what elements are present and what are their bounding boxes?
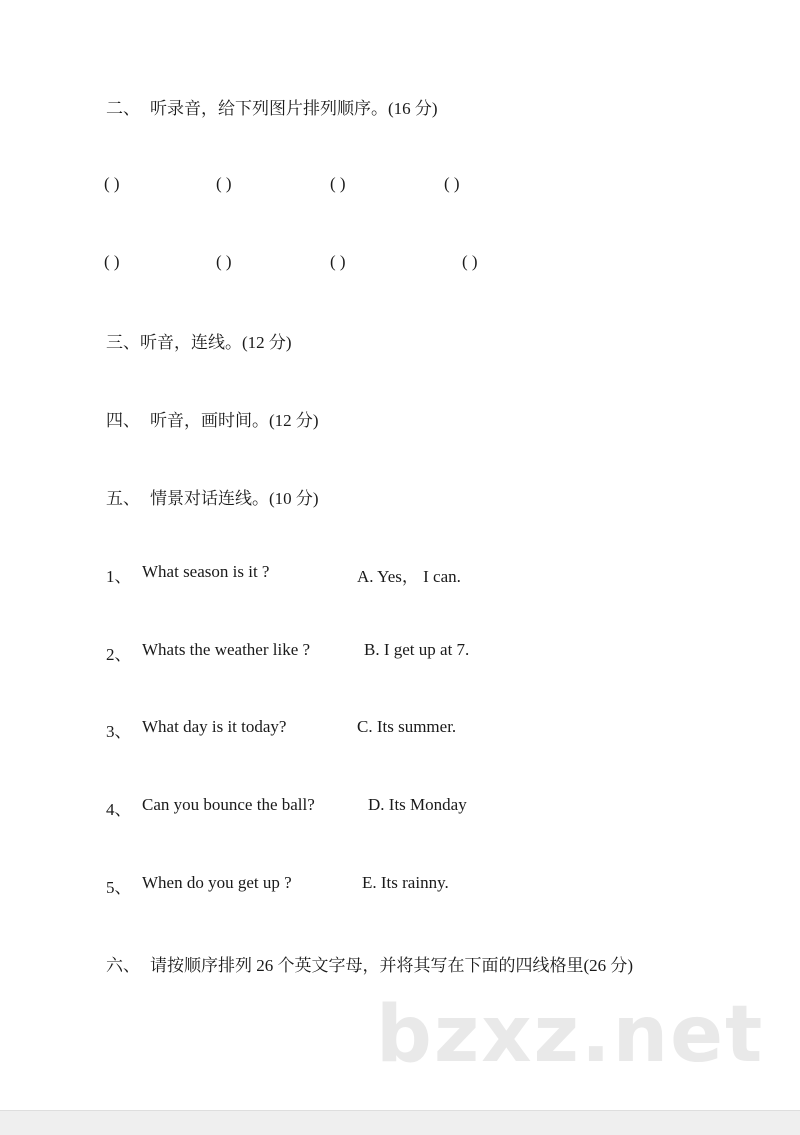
viewer-bottom-bar bbox=[0, 1110, 800, 1135]
section-6-title: 请按顺序排列 26 个英文字母，并将其写在下面的四线格里(26 分) bbox=[150, 956, 634, 975]
question-text: Can you bounce the ball? bbox=[142, 795, 315, 814]
answer-paren: ( ) bbox=[444, 174, 460, 193]
section-6-number: 六、 bbox=[106, 956, 140, 975]
answer-option: C. Its summer. bbox=[357, 717, 457, 736]
answer-paren: ( ) bbox=[330, 252, 346, 271]
answer-option: B. I get up at 7. bbox=[364, 640, 470, 659]
answer-option: D. Its Monday bbox=[368, 795, 467, 814]
section-4-title: 听音，画时间。(12 分) bbox=[150, 411, 319, 430]
section-5-title: 情景对话连线。(10 分) bbox=[150, 489, 319, 508]
question-number: 4、 bbox=[106, 800, 132, 819]
question-text: What day is it today? bbox=[142, 717, 287, 736]
answer-option: E. Its rainny. bbox=[362, 873, 449, 892]
answer-paren: ( ) bbox=[462, 252, 478, 271]
question-text: What season is it ? bbox=[142, 562, 270, 581]
section-2-number: 二、 bbox=[106, 99, 140, 118]
question-number: 3、 bbox=[106, 722, 132, 741]
section-5-number: 五、 bbox=[106, 489, 140, 508]
question-text: When do you get up ? bbox=[142, 873, 292, 892]
answer-paren: ( ) bbox=[216, 174, 232, 193]
answer-option: A. Yes， I can. bbox=[357, 567, 461, 586]
answer-paren: ( ) bbox=[104, 252, 120, 271]
question-number: 1、 bbox=[106, 567, 132, 586]
answer-paren: ( ) bbox=[216, 252, 232, 271]
watermark-logo: bzxz.net bbox=[376, 990, 765, 1080]
question-number: 2、 bbox=[106, 645, 132, 664]
section-3-title: 三、听音，连线。(12 分) bbox=[106, 333, 292, 352]
question-number: 5、 bbox=[106, 878, 132, 897]
answer-paren: ( ) bbox=[330, 174, 346, 193]
section-2-title: 听录音，给下列图片排列顺序。(16 分) bbox=[150, 99, 438, 118]
question-text: Whats the weather like ? bbox=[142, 640, 311, 659]
answer-paren: ( ) bbox=[104, 174, 120, 193]
section-4-number: 四、 bbox=[106, 411, 140, 430]
